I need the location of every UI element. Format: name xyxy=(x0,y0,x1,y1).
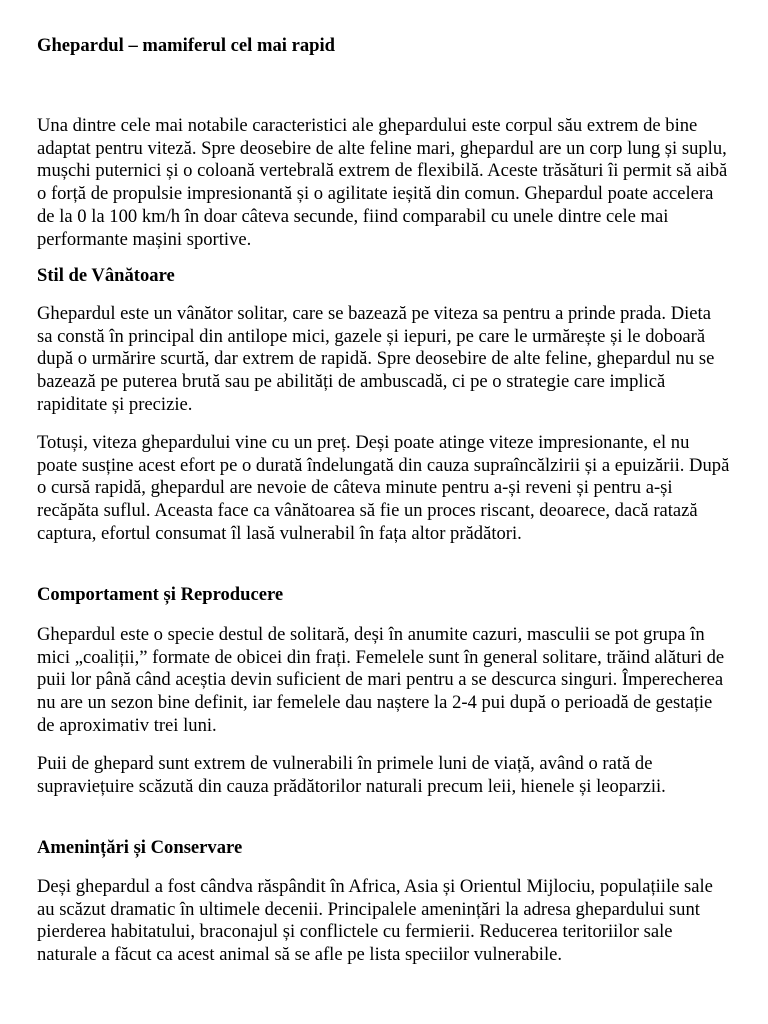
paragraph-hunting-1: Ghepardul este un vânător solitar, care se bazează pe viteza sa pentru a prinde prada. Dieta sa constă în principal din antilope mici, gazele și iepuri, pe care le urmărește și le doboară după o urmărire scurtă, dar extrem de rapidă. Spre deosebire de alte feline, ghepardul nu se bazează pe puterea brută sau pe abilități de ambuscadă, ci pe o strategie care implică rapiditate și precizie. xyxy=(37,303,715,415)
paragraph-hunting-2: Totuși, viteza ghepardului vine cu un preț. Deși poate atinge viteze impresionante, el nu poate susține acest efort pe o durată îndelungată din cauza supraîncălzirii și a epuizării. După o cursă rapidă, ghepardul are nevoie de câteva minute pentru a-și reveni și pentru a-și recăpăta suflul. Aceasta face ca vânătoarea să fie un proces riscant, deoarece, dacă ratază captura, efortul consumat îl lasă vulnerabil în fața altor prădători. xyxy=(37,432,730,544)
document-title: Ghepardul – mamiferul cel mai rapid xyxy=(37,35,335,56)
paragraph-intro: Una dintre cele mai notabile caracteristici ale ghepardului este corpul său extrem de bine adaptat pentru viteză. Spre deosebire de alte feline mari, ghepardul are un corp lung și suplu, mușchi puternici și o coloană vertebrală extrem de flexibilă. Aceste trăsături îi permit să aibă o forță de propulsie impresionantă și o agilitate ieșită din comun. Ghepardul poate accelera de la 0 la 100 km/h în doar câteva secunde, fiind comparabil cu unele dintre cele mai performante mașini sportive. xyxy=(37,115,728,250)
paragraph-threats: Deși ghepardul a fost cândva răspândit în Africa, Asia și Orientul Mijlociu, populațiile sale au scăzut dramatic în ultimele decenii. Principalele amenințări la adresa ghepardului sunt pierderea habitatului, braconajul și conflictele cu fermierii. Reducerea teritoriilor sale naturale a făcut ca acest animal să se afle pe lista speciilor vulnerabile. xyxy=(37,876,713,966)
heading-behavior-reproduction: Comportament și Reproducere xyxy=(37,584,284,605)
paragraph-behavior-1: Ghepardul este o specie destul de solitară, deși în anumite cazuri, masculii se pot grupa în mici „coaliții,” formate de obicei din frați. Femelele sunt în general solitare, trăind alături de puii lor până când aceștia devin suficient de mari pentru a se descurca singuri. Împerecherea nu are un sezon bine definit, iar femelele dau naștere la 2-4 pui după o perioadă de gestație de aproximativ trei luni. xyxy=(37,624,725,736)
paragraph-behavior-2: Puii de ghepard sunt extrem de vulnerabili în primele luni de viață, având o rată de supraviețuire scăzută din cauza prădătorilor naturali precum leii, hienele și leoparzii. xyxy=(37,753,666,797)
heading-threats-conservation: Amenințări și Conservare xyxy=(37,837,243,858)
heading-hunting-style: Stil de Vânătoare xyxy=(37,265,175,286)
